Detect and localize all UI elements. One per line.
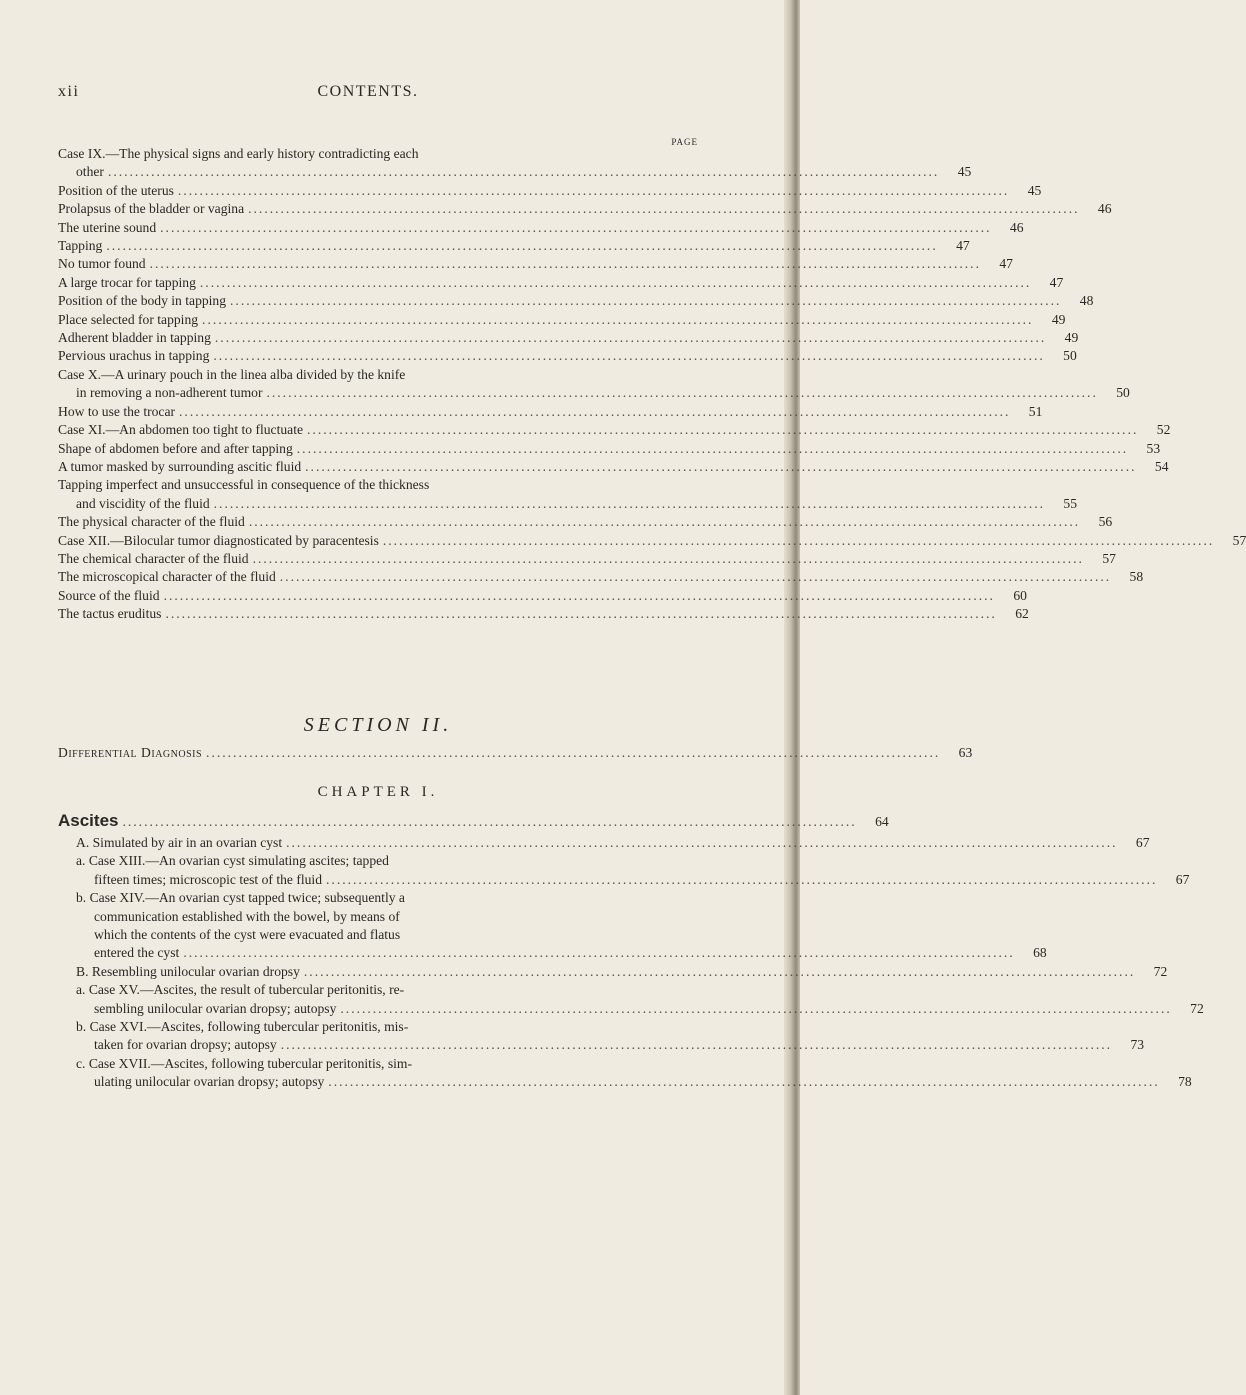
toc-entry xyxy=(58,237,970,255)
toc-entry-text: A large trocar for tapping xyxy=(58,274,196,290)
toc-entry xyxy=(58,440,1161,458)
toc-entry-differential-diagnosis xyxy=(58,744,973,762)
toc-page-number: 62 xyxy=(1015,606,1029,622)
toc-entry xyxy=(58,200,1112,218)
toc-entry-text: fifteen times; microscopic test of the fluid xyxy=(94,871,323,887)
toc-entry-text: Shape of abdomen before and after tapping xyxy=(58,440,293,456)
toc-page-number: 60 xyxy=(1013,587,1027,603)
running-title: CONTENTS. xyxy=(317,83,419,100)
toc-entry xyxy=(58,587,1027,605)
toc-page-number: 47 xyxy=(956,238,970,254)
leader-dots: .......................................................................................................................................................... xyxy=(266,385,1098,401)
toc-page-number: 55 xyxy=(1063,495,1078,511)
toc-page-number: 53 xyxy=(1146,440,1161,456)
toc-entry-text: other xyxy=(76,164,104,180)
toc-page-number: 48 xyxy=(1079,293,1094,309)
toc-entry xyxy=(58,1055,1192,1092)
toc-page-number: 67 xyxy=(1135,835,1150,850)
toc-entry-text: ulating unilocular ovarian dropsy; autopsy xyxy=(94,1074,325,1090)
toc-page-number: 50 xyxy=(1116,385,1130,401)
toc-page-number: 49 xyxy=(1051,311,1066,327)
toc-page-number: 73 xyxy=(1130,1037,1145,1053)
leader-dots: .......................................................................................................................................................... xyxy=(296,440,1129,456)
leader-dots: .......................................................................................................................................................... xyxy=(307,422,1139,438)
toc-entries-section-one xyxy=(58,145,1246,624)
toc-page-number: 57 xyxy=(1232,532,1246,548)
toc-entry-text: A tumor masked by surrounding ascitic fluid xyxy=(58,458,302,474)
toc-entry xyxy=(58,834,1150,852)
leader-dots: .......................................................................................................................................................... xyxy=(252,550,1084,566)
toc-entry xyxy=(58,311,1066,329)
toc-entry-text: The microscopical character of the fluid xyxy=(58,569,276,585)
toc-page-number: 63 xyxy=(958,745,973,760)
toc-entry xyxy=(58,889,1047,963)
toc-entry xyxy=(58,329,1079,347)
leader-dots: .......................................................................................................................................................... xyxy=(382,532,1215,548)
toc-entry xyxy=(58,366,1130,403)
toc-page-number: 67 xyxy=(1175,871,1190,887)
toc-entry-text: in removing a non-adherent tumor xyxy=(76,385,263,401)
toc-entry xyxy=(58,532,1246,550)
toc-entry-text: and viscidity of the fluid xyxy=(76,495,210,511)
leader-dots: .......................................................................................................................................................... xyxy=(280,1037,1113,1053)
leader-dots: .......................................................................................................................................................... xyxy=(202,311,1034,327)
toc-entry-text: How to use the trocar xyxy=(58,403,176,419)
toc-entry xyxy=(58,568,1144,586)
toc-entry-text: A. Simulated by air in an ovarian cyst xyxy=(76,835,283,850)
toc-entry-text: entered the cyst xyxy=(94,945,180,961)
leader-dots: .......................................................................................................................................................... xyxy=(160,219,992,235)
toc-entry-text: sembling unilocular ovarian dropsy; autopsy xyxy=(94,1000,337,1016)
toc-entry-text: Case XII.—Bilocular tumor diagnosticated by paracentesis xyxy=(58,532,379,548)
toc-entry-text: Differential Diagnosis xyxy=(58,745,203,760)
leader-dots: .......................................................................................................................................................... xyxy=(230,293,1062,309)
leader-dots: .......................................................................................................................................................... xyxy=(163,587,995,603)
toc-entry xyxy=(58,292,1094,310)
toc-entry xyxy=(58,513,1113,531)
toc-entry-text: The physical character of the fluid xyxy=(58,514,245,530)
leader-dots: .......................................................................................................................................................... xyxy=(248,514,1081,530)
toc-entry-text: a. Case XIII.—An ovarian cyst simulating ascites; tapped xyxy=(76,853,389,869)
chapter-title: CHAPTER I. xyxy=(317,784,439,800)
toc-page-number: 72 xyxy=(1190,1000,1204,1016)
leader-dots: .......................................................................................................................................................... xyxy=(328,1074,1160,1090)
toc-entry xyxy=(58,347,1077,365)
leader-dots: .......................................................................................................................................................... xyxy=(326,871,1158,887)
toc-entry-text: Source of the fluid xyxy=(58,587,160,603)
toc-page-number: 64 xyxy=(875,814,889,829)
chapter-head-text: Ascites xyxy=(58,811,119,830)
toc-page-number: 46 xyxy=(1097,201,1112,217)
toc-entry-text: Case XI.—An abdomen too tight to fluctuate xyxy=(58,422,304,438)
toc-page-number: 47 xyxy=(999,256,1013,272)
toc-page-number: 58 xyxy=(1129,569,1144,585)
toc-page-number: 50 xyxy=(1063,348,1077,364)
toc-page-number: 49 xyxy=(1064,330,1079,346)
toc-page-number: 68 xyxy=(1033,945,1047,961)
toc-entry-text: Pervious urachus in tapping xyxy=(58,348,210,364)
toc-entry-text: No tumor found xyxy=(58,256,146,272)
toc-page-number: 47 xyxy=(1049,274,1064,290)
toc-entry xyxy=(58,476,1078,513)
leader-dots: ........................................................................................................................................ xyxy=(122,814,857,829)
leader-dots: .......................................................................................................................................................... xyxy=(248,201,1080,217)
toc-entry xyxy=(58,852,1190,889)
page-column-label: PAGE xyxy=(671,137,698,147)
toc-page-number: 46 xyxy=(1009,219,1024,235)
toc-page-number: 72 xyxy=(1153,963,1168,979)
leader-dots: .......................................................................................................................................................... xyxy=(286,835,1118,850)
toc-entry xyxy=(58,219,1024,237)
leader-dots: .......................................................................................................................................................... xyxy=(213,348,1045,364)
leader-dots: .......................................................................................................................................................... xyxy=(214,330,1047,346)
toc-entry xyxy=(58,274,1064,292)
toc-entry xyxy=(58,182,1042,200)
leader-dots: .......................................................................................................................................................... xyxy=(303,963,1136,979)
toc-entry xyxy=(58,145,972,182)
toc-entry-text: Tapping xyxy=(58,238,103,254)
toc-entry-text: The uterine sound xyxy=(58,219,157,235)
toc-entry xyxy=(58,981,1204,1018)
leader-dots: .......................................................................................................................................................... xyxy=(340,1000,1172,1016)
leader-dots: ........................................................................................................................................ xyxy=(206,745,941,760)
leader-dots: .......................................................................................................................................................... xyxy=(305,458,1137,474)
toc-entry-text: b. Case XVI.—Ascites, following tubercular peritonitis, mis- xyxy=(76,1019,409,1035)
toc-entry-text: c. Case XVII.—Ascites, following tubercular peritonitis, sim- xyxy=(76,1055,412,1071)
leader-dots: .......................................................................................................................................................... xyxy=(165,606,997,622)
leader-dots: .......................................................................................................................................................... xyxy=(179,403,1011,419)
toc-entry xyxy=(58,605,1029,623)
toc-entry-text: Prolapsus of the bladder or vagina xyxy=(58,201,245,217)
leader-dots: .......................................................................................................................................................... xyxy=(183,945,1015,961)
leader-dots: .......................................................................................................................................................... xyxy=(107,164,940,180)
toc-entry-text: which the contents of the cyst were evacuated and flatus xyxy=(94,927,401,943)
section-title: SECTION II. xyxy=(303,714,453,736)
toc-entry-text: Place selected for tapping xyxy=(58,311,199,327)
toc-entry-text: Case X.—A urinary pouch in the linea alba divided by the knife xyxy=(58,366,406,382)
toc-entry-text: Position of the body in tapping xyxy=(58,293,227,309)
toc-entry-ascites xyxy=(58,810,889,833)
toc-entry-text: Position of the uterus xyxy=(58,182,174,198)
toc-page-number: 45 xyxy=(957,164,972,180)
running-head xyxy=(58,83,698,107)
toc-entry xyxy=(58,1018,1145,1055)
toc-entry xyxy=(58,403,1043,421)
leader-dots: .......................................................................................................................................................... xyxy=(199,274,1032,290)
toc-entry xyxy=(58,550,1116,568)
page-folio: xii xyxy=(58,83,80,100)
leader-dots: .......................................................................................................................................................... xyxy=(106,238,938,254)
toc-page-number: 51 xyxy=(1028,403,1043,419)
toc-entry-text: communication established with the bowel, by means of xyxy=(94,908,400,924)
toc-entry xyxy=(58,458,1169,476)
leader-dots: .......................................................................................................................................................... xyxy=(213,495,1046,511)
toc-entry-text: Case IX.—The physical signs and early history contradicting each xyxy=(58,146,419,161)
toc-page-number: 52 xyxy=(1156,422,1171,438)
toc-page-number: 78 xyxy=(1178,1074,1192,1090)
leader-dots: .......................................................................................................................................................... xyxy=(149,256,981,272)
toc-page-number: 54 xyxy=(1154,458,1169,474)
toc-page-number: 57 xyxy=(1102,550,1116,566)
toc-entry-text: The tactus eruditus xyxy=(58,606,162,622)
toc-entry-text: B. Resembling unilocular ovarian dropsy xyxy=(76,963,300,979)
toc-entry-text: taken for ovarian dropsy; autopsy xyxy=(94,1037,277,1053)
toc-entry-text: b. Case XIV.—An ovarian cyst tapped twice; subsequently a xyxy=(76,890,405,906)
toc-entry xyxy=(58,421,1171,439)
leader-dots: .......................................................................................................................................................... xyxy=(279,569,1112,585)
toc-entry xyxy=(58,255,1013,273)
toc-entry xyxy=(58,963,1168,981)
toc-entry-text: The chemical character of the fluid xyxy=(58,550,249,566)
toc-page-number: 56 xyxy=(1098,514,1113,530)
toc-entry-text: a. Case XV.—Ascites, the result of tubercular peritonitis, re- xyxy=(76,982,405,998)
toc-entry-text: Tapping imperfect and unsuccessful in consequence of the thickness xyxy=(58,477,430,493)
toc-page-number: 45 xyxy=(1027,182,1042,198)
toc-entries-chapter-one xyxy=(58,834,1204,1092)
toc-entry-text: Adherent bladder in tapping xyxy=(58,330,211,346)
leader-dots: .......................................................................................................................................................... xyxy=(177,182,1010,198)
